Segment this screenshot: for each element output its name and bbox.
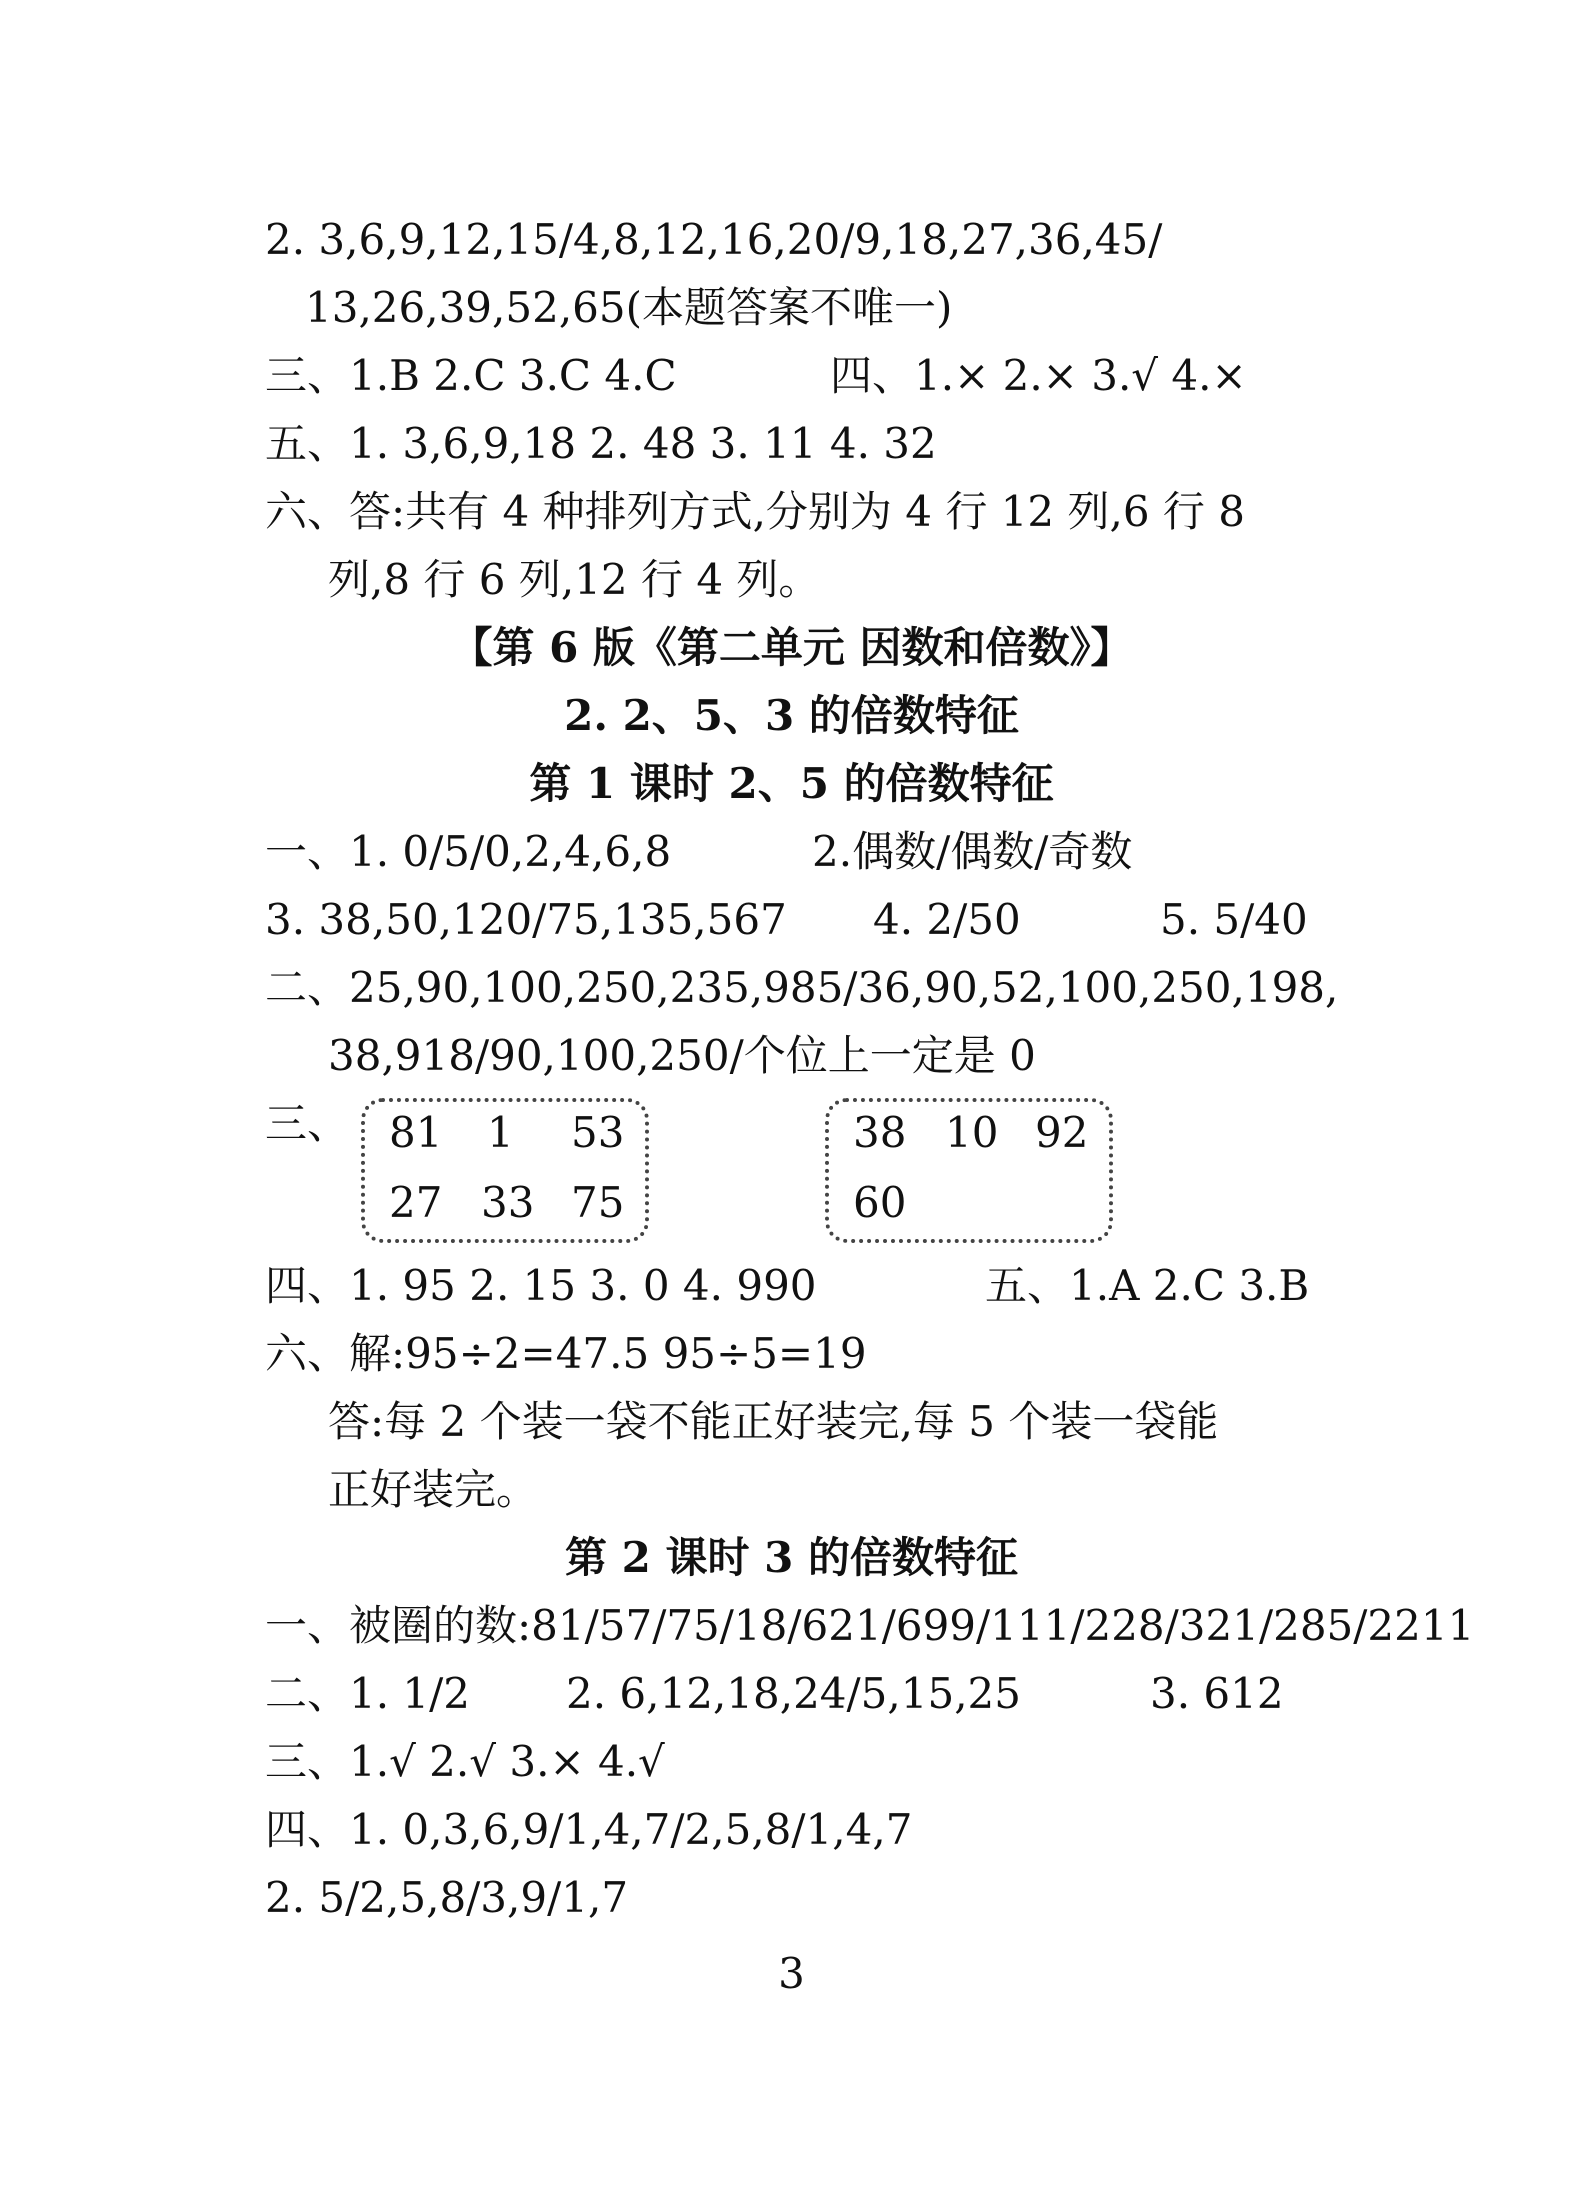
box-number: 10 [945, 1108, 999, 1157]
edition-heading: 【第 6 版《第二单元 因数和倍数》】 [450, 623, 1133, 672]
line-multiples-answer-cont: 13,26,39,52,65(本题答案不唯一) [305, 283, 953, 332]
line-lesson1-q5: 五、1.A 2.C 3.B [985, 1261, 1310, 1310]
line-lesson2-q4: 四、1. 0,3,6,9/1,4,7/2,5,8/1,4,7 [265, 1805, 913, 1854]
lesson-1-heading: 第 1 课时 2、5 的倍数特征 [529, 759, 1054, 808]
lesson-2-heading: 第 2 课时 3 的倍数特征 [565, 1533, 1018, 1582]
line-lesson2-q4-part2: 2. 5/2,5,8/3,9/1,7 [265, 1873, 629, 1922]
line-lesson1-q1-part2: 2.偶数/偶数/奇数 [812, 827, 1133, 876]
line-section-5: 五、1. 3,6,9,18 2. 48 3. 11 4. 32 [265, 419, 937, 468]
odd-numbers-box [361, 1098, 649, 1243]
line-lesson1-q1-part4: 4. 2/50 [873, 895, 1021, 944]
line-section-4-judgements: 四、1.× 2.× 3.√ 4.× [830, 351, 1247, 400]
box-number: 27 [389, 1178, 443, 1227]
section-heading: 2. 2、5、3 的倍数特征 [564, 691, 1019, 740]
line-lesson1-q4: 四、1. 95 2. 15 3. 0 4. 990 [265, 1261, 817, 1310]
line-section-3-choices: 三、1.B 2.C 3.C 4.C [265, 351, 677, 400]
box-number: 92 [1035, 1108, 1089, 1157]
line-lesson1-q1: 一、1. 0/5/0,2,4,6,8 [265, 827, 672, 876]
line-section-6-answer-cont: 列,8 行 6 列,12 行 4 列。 [328, 555, 821, 604]
line-lesson1-q1-part5: 5. 5/40 [1160, 895, 1308, 944]
line-lesson1-q2: 二、25,90,100,250,235,985/36,90,52,100,250,198, [265, 963, 1339, 1012]
line-lesson1-q6-solution: 六、解:95÷2=47.5 95÷5=19 [265, 1329, 867, 1378]
line-lesson1-q2-cont: 38,918/90,100,250/个位上一定是 0 [328, 1031, 1036, 1080]
box-number: 60 [853, 1178, 907, 1227]
line-lesson2-q3: 三、1.√ 2.√ 3.× 4.√ [265, 1737, 665, 1786]
box-number: 81 [389, 1108, 443, 1157]
line-lesson2-q1: 一、被圈的数:81/57/75/18/621/699/111/228/321/285/2211 [265, 1601, 1475, 1650]
box-number: 33 [481, 1178, 535, 1227]
line-lesson1-q1-part3: 3. 38,50,120/75,135,567 [265, 895, 787, 944]
line-lesson2-q2-part3: 3. 612 [1150, 1669, 1284, 1718]
even-numbers-box [825, 1098, 1113, 1243]
box-number: 38 [853, 1108, 907, 1157]
box-number: 75 [571, 1178, 625, 1227]
box-number: 53 [571, 1108, 625, 1157]
page-number: 3 [778, 1949, 805, 1998]
line-lesson1-q6-answer: 答:每 2 个装一袋不能正好装完,每 5 个装一袋能 [328, 1397, 1219, 1446]
box-number: 1 [487, 1108, 514, 1157]
line-lesson1-q3-label: 三、 [265, 1099, 350, 1148]
line-lesson2-q2: 二、1. 1/2 [265, 1669, 471, 1718]
line-lesson1-q6-answer-cont: 正好装完。 [328, 1465, 539, 1514]
line-multiples-answer: 2. 3,6,9,12,15/4,8,12,16,20/9,18,27,36,45/ [265, 215, 1163, 264]
line-section-6-answer: 六、答:共有 4 种排列方式,分别为 4 行 12 列,6 行 8 [265, 487, 1245, 536]
line-lesson2-q2-part2: 2. 6,12,18,24/5,15,25 [566, 1669, 1021, 1718]
